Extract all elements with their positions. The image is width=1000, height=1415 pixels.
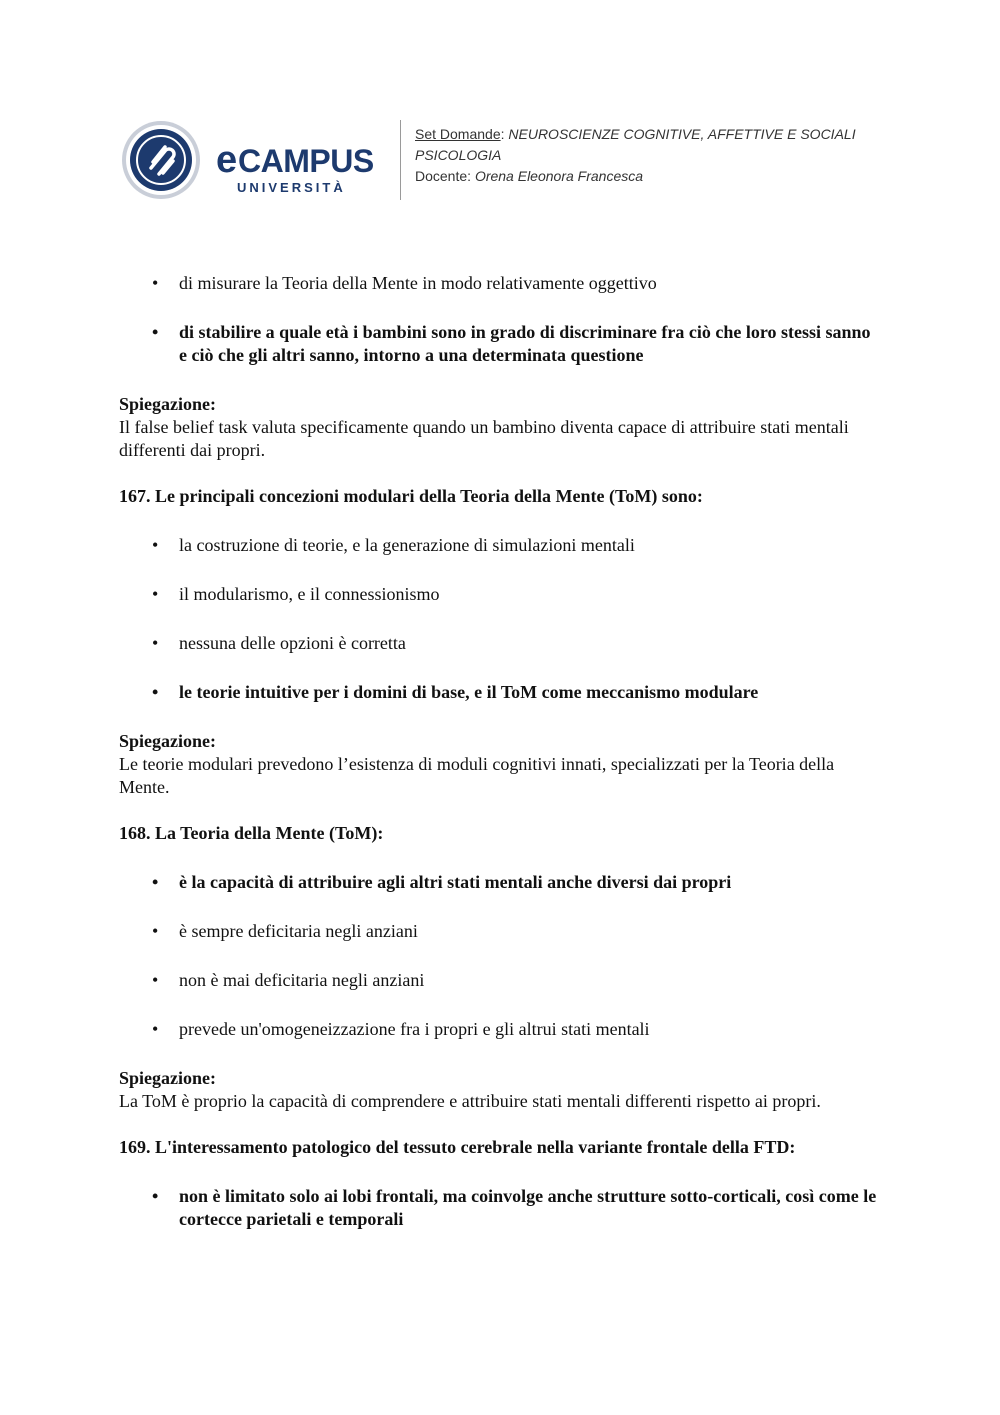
option-text: le teorie intuitive per i domini di base, e il ToM come meccanismo modulare (179, 682, 759, 702)
set-value: NEUROSCIENZE COGNITIVE, AFFETTIVE E SOCIALI (508, 126, 856, 142)
svg-text:UNIVERSITÀ: UNIVERSITÀ (237, 180, 346, 195)
bullet: • (152, 535, 159, 555)
explanation-label: Spiegazione: (119, 1068, 216, 1088)
option-text: prevede un'omogeneizzazione fra i propri e gli altrui stati mentali (179, 1019, 650, 1039)
docente-value: Orena Eleonora Francesca (474, 168, 644, 184)
bullet: • (152, 872, 159, 892)
svg-text:CAMPUS: CAMPUS (238, 143, 374, 179)
bullet: • (152, 1019, 159, 1039)
bullet: • (152, 970, 159, 990)
answer-option (119, 920, 881, 943)
bullet: • (152, 584, 159, 604)
ecampus-logo (120, 118, 390, 202)
document-header (120, 118, 920, 202)
answer-option-correct (119, 1185, 881, 1231)
option-text: la costruzione di teorie, e la generazione di simulazioni mentali (179, 535, 635, 555)
bullet: • (152, 322, 159, 342)
bullet: • (152, 273, 159, 293)
bullet: • (152, 921, 159, 941)
answer-option-correct (119, 871, 881, 894)
question-title: 167. Le principali concezioni modulari della Teoria della Mente (ToM) sono: (119, 486, 703, 506)
explanation (119, 393, 881, 462)
option-text: il modularismo, e il connessionismo (179, 584, 440, 604)
course-name: PSICOLOGIA (415, 147, 502, 163)
header-info (415, 124, 856, 187)
set-line: Set Domande: NEUROSCIENZE COGNITIVE, AFFETTIVE E SOCIALI (415, 126, 856, 142)
answer-option (119, 632, 881, 655)
explanation-text: Le teorie modulari prevedono l’esistenza di moduli cognitivi innati, specializzati per la Teoria della Mente. (119, 754, 835, 797)
explanation-text: Il false belief task valuta specificamente quando un bambino diventa capace di attribuire stati mentali differenti dai propri. (119, 417, 849, 460)
option-text: è la capacità di attribuire agli altri stati mentali anche diversi dai propri (179, 872, 732, 892)
bullet: • (152, 633, 159, 653)
docente-label: Docente (415, 168, 468, 184)
document-body (119, 272, 881, 1257)
explanation-label: Spiegazione: (119, 394, 216, 414)
svg-text:e: e (216, 139, 237, 181)
option-text: non è mai deficitaria negli anziani (179, 970, 425, 990)
bullet: • (152, 1186, 159, 1206)
answer-option (119, 272, 881, 295)
answer-option (119, 1018, 881, 1041)
answer-option (119, 969, 881, 992)
answer-option (119, 583, 881, 606)
answer-option (119, 534, 881, 557)
option-text: di misurare la Teoria della Mente in modo relativamente oggettivo (179, 273, 657, 293)
answer-option-correct (119, 681, 881, 704)
option-text: di stabilire a quale età i bambini sono in grado di discriminare fra ciò che loro stessi sanno e ciò che gli altri sanno, intorno a una determinata questione (179, 322, 871, 365)
docente-line: Docente: Orena Eleonora Francesca (415, 168, 644, 184)
question-title: 168. La Teoria della Mente (ToM): (119, 823, 384, 843)
set-label: Set Domande (415, 126, 501, 142)
explanation-text: La ToM è proprio la capacità di comprendere e attribuire stati mentali differenti rispetto ai propri. (119, 1091, 821, 1111)
explanation (119, 730, 881, 799)
question-title: 169. L'interessamento patologico del tessuto cerebrale nella variante frontale della FTD: (119, 1137, 796, 1157)
header-divider (400, 120, 401, 200)
option-text: non è limitato solo ai lobi frontali, ma coinvolge anche strutture sotto-corticali, così come le cortecce parietali e temporali (179, 1186, 877, 1229)
bullet: • (152, 682, 159, 702)
option-text: è sempre deficitaria negli anziani (179, 921, 418, 941)
answer-option-correct (119, 321, 881, 367)
explanation-label: Spiegazione: (119, 731, 216, 751)
option-text: nessuna delle opzioni è corretta (179, 633, 406, 653)
explanation (119, 1067, 881, 1113)
